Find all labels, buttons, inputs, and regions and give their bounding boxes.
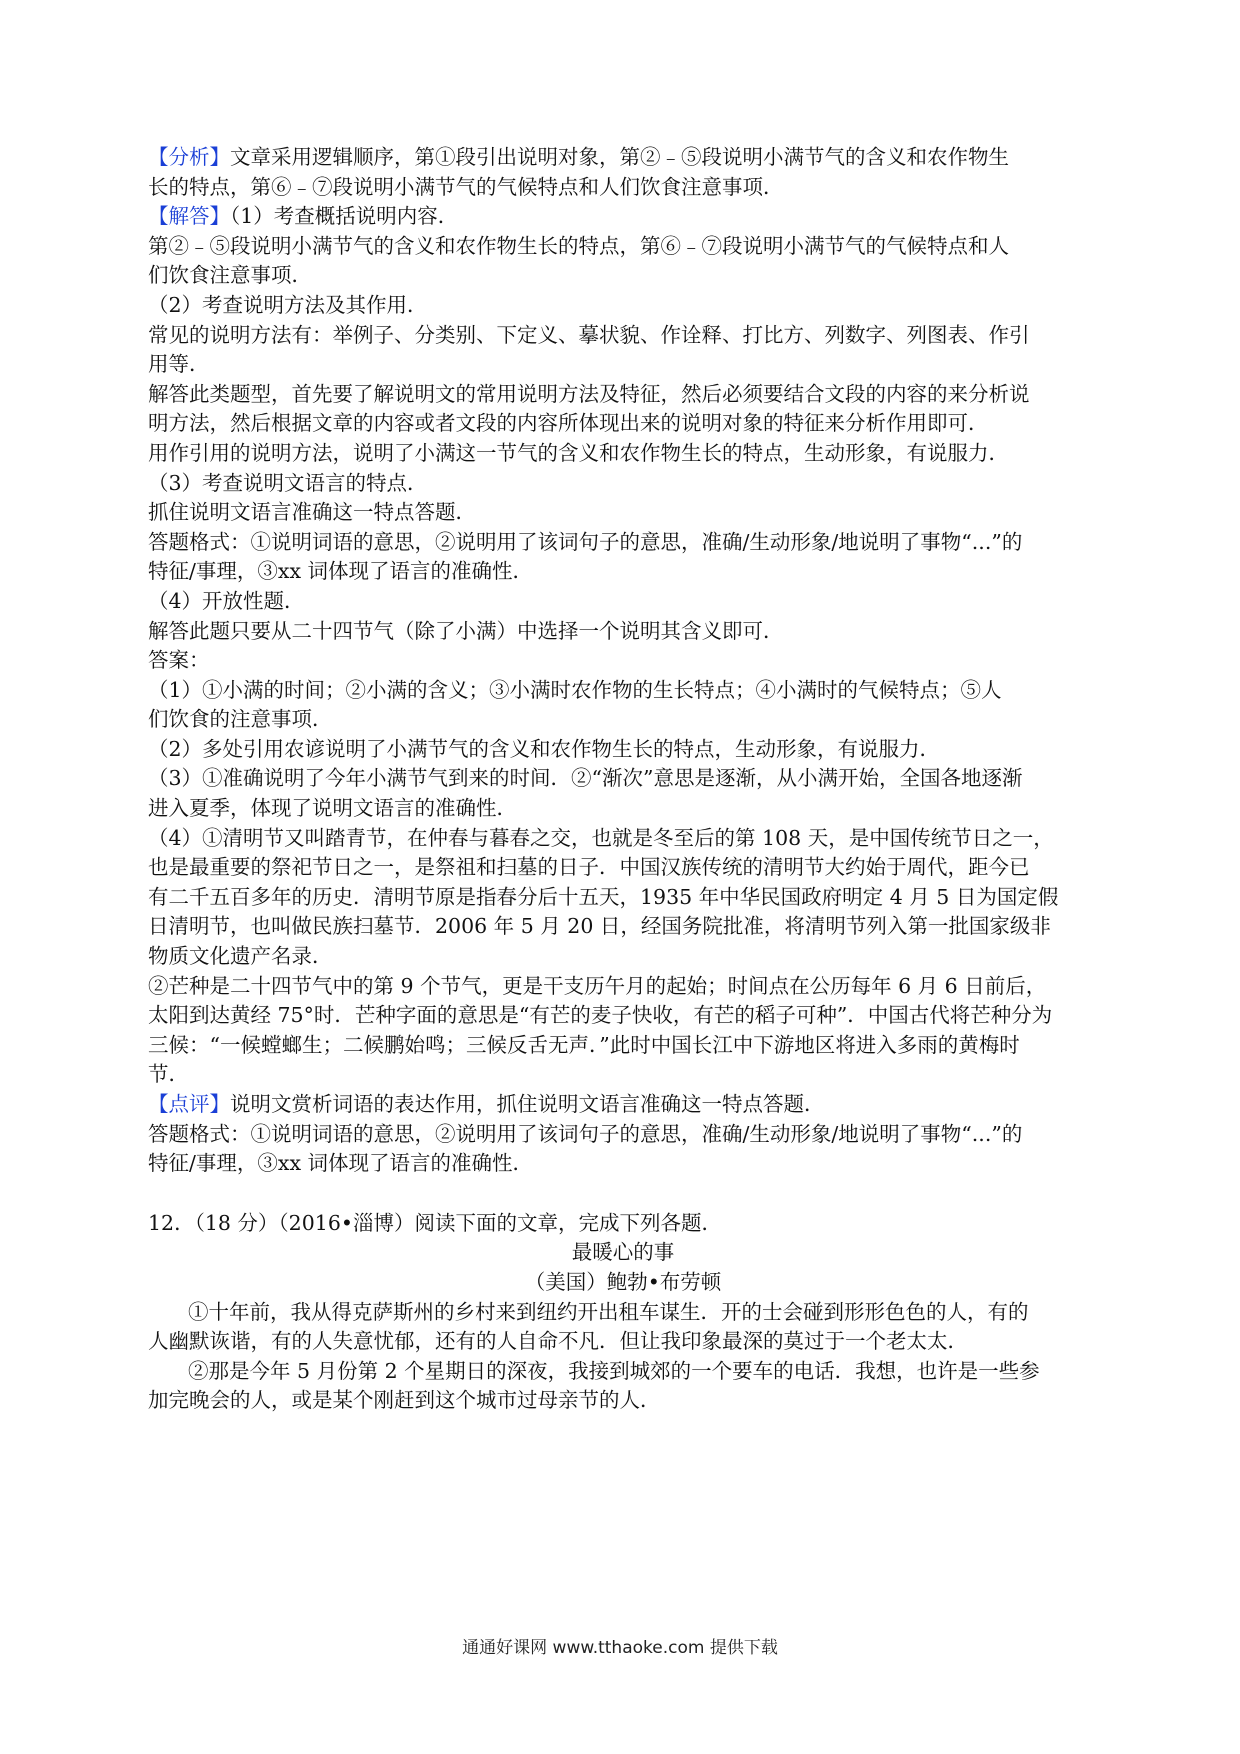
- answer-line: 常见的说明方法有：举例子、分类别、下定义、摹状貌、作诠释、打比方、列数字、列图表、作引: [148, 322, 1030, 347]
- answer-line: 节．: [148, 1062, 189, 1087]
- answer-line: 太阳到达黄经 75°时．芒种字面的意思是“有芒的麦子快收，有芒的稻子可种”．中国古代将芒种分为: [148, 1003, 1053, 1028]
- answer-tag: 【解答】: [148, 204, 230, 229]
- answer-line: ②芒种是二十四节气中的第 9 个节气，更是干支历午月的起始；时间点在公历每年 6 月 6 日前后，: [148, 973, 1047, 998]
- article-author: （美国）鲍勃•布劳顿: [524, 1269, 722, 1294]
- comment-text: 说明文赏析词语的表达作用，抓住说明文语言准确这一特点答题．: [230, 1092, 825, 1116]
- answer-line: （2）多处引用农谚说明了小满节气的含义和农作物生长的特点，生动形象，有说服力．: [148, 736, 941, 761]
- comment-line: 特征/事理，③xx 词体现了语言的准确性．: [148, 1151, 534, 1176]
- comment-line: 答题格式：①说明词语的意思，②说明用了该词句子的意思，准确/生动形象/地说明了事物“...”的: [148, 1121, 1023, 1146]
- answer-line: 明方法，然后根据文章的内容或者文段的内容所体现出来的说明对象的特征来分析作用即可．: [148, 411, 989, 436]
- answer-line: （1）①小满的时间；②小满的含义；③小满时农作物的生长特点；④小满时的气候特点；⑤人: [148, 677, 1002, 702]
- section-spacer: [148, 1179, 1098, 1209]
- answer-line: （3）考查说明文语言的特点．: [148, 470, 428, 495]
- answer-line: （4）开放性题．: [148, 588, 305, 613]
- answer-line: （4）①清明节又叫踏青节，在仲春与暮春之交，也就是冬至后的第 108 天，是中国传统节日之一，: [148, 825, 1054, 850]
- answer-line: 答题格式：①说明词语的意思，②说明用了该词句子的意思，准确/生动形象/地说明了事物“...”的: [148, 529, 1023, 554]
- answer-line: 抓住说明文语言准确这一特点答题．: [148, 500, 476, 525]
- answer-line: 用作引用的说明方法，说明了小满这一节气的含义和农作物生长的特点，生动形象，有说服力．: [148, 440, 1009, 465]
- answer-line: 有二千五百多年的历史．清明节原是指春分后十五天，1935 年中华民国政府明定 4 月 5 日为国定假: [148, 884, 1059, 909]
- answer-line: 用等．: [148, 352, 210, 377]
- comment-line: [148, 1090, 1098, 1120]
- answer-line: （2）考查说明方法及其作用．: [148, 292, 428, 317]
- answer-line: 们饮食的注意事项．: [148, 707, 333, 732]
- answer-line: 第②﹣⑤段说明小满节气的含义和农作物生长的特点，第⑥﹣⑦段说明小满节气的气候特点和人: [148, 233, 1009, 258]
- article-paragraph-line: ①十年前，我从得克萨斯州的乡村来到纽约开出租车谋生．开的士会碰到形形色色的人，有的: [188, 1299, 1029, 1324]
- answer-line: [148, 202, 1098, 232]
- question-heading: 12．（18 分）（2016•淄博）阅读下面的文章，完成下列各题．: [148, 1210, 722, 1235]
- document-body: [148, 143, 1098, 1416]
- analysis-line: [148, 143, 1098, 173]
- answer-line: 解答此题只要从二十四节气（除了小满）中选择一个说明其含义即可．: [148, 618, 784, 643]
- answer-line: 也是最重要的祭祀节日之一，是祭祖和扫墓的日子．中国汉族传统的清明节大约始于周代，距今已: [148, 855, 1030, 880]
- analysis-text: 文章采用逻辑顺序，第①段引出说明对象，第②﹣⑤段说明小满节气的含义和农作物生: [230, 145, 1009, 169]
- comment-tag: 【点评】: [148, 1092, 230, 1116]
- analysis-line-2: 长的特点，第⑥﹣⑦段说明小满节气的气候特点和人们饮食注意事项．: [148, 174, 784, 199]
- answer-line: 物质文化遗产名录．: [148, 944, 333, 969]
- article-paragraph-line: ②那是今年 5 月份第 2 个星期日的深夜，我接到城郊的一个要车的电话．我想，也许是一些参: [188, 1358, 1040, 1383]
- answer-text: （1）考查概括说明内容．: [230, 204, 459, 229]
- answer-line: 三候：“一候螳螂生；二候鹏始鸣；三候反舌无声．”此时中国长江中下游地区将进入多雨的黄梅时: [148, 1032, 1020, 1057]
- answer-line: 进入夏季，体现了说明文语言的准确性．: [148, 796, 517, 821]
- answer-line: 答案：: [148, 648, 210, 673]
- article-paragraph-line: 人幽默诙谐，有的人失意忧郁，还有的人自命不凡．但让我印象最深的莫过于一个老太太．: [148, 1329, 968, 1354]
- answer-line: 日清明节，也叫做民族扫墓节．2006 年 5 月 20 日，经国务院批准，将清明节列入第一批国家级非: [148, 914, 1051, 939]
- article-title: 最暖心的事: [571, 1240, 675, 1265]
- analysis-tag: 【分析】: [148, 145, 230, 169]
- answer-line: 特征/事理，③xx 词体现了语言的准确性．: [148, 559, 534, 584]
- answer-line: 们饮食注意事项．: [148, 263, 312, 288]
- answer-line: （3）①准确说明了今年小满节气到来的时间．②“渐次”意思是逐渐，从小满开始，全国各地逐渐: [148, 766, 1023, 791]
- answer-line: 解答此类题型，首先要了解说明文的常用说明方法及特征，然后必须要结合文段的内容的来分析说: [148, 381, 1030, 406]
- page-footer: 通通好课网 www.tthaoke.com 提供下载: [462, 1638, 778, 1658]
- article-paragraph-line: 加完晚会的人，或是某个刚赶到这个城市过母亲节的人．: [148, 1388, 661, 1413]
